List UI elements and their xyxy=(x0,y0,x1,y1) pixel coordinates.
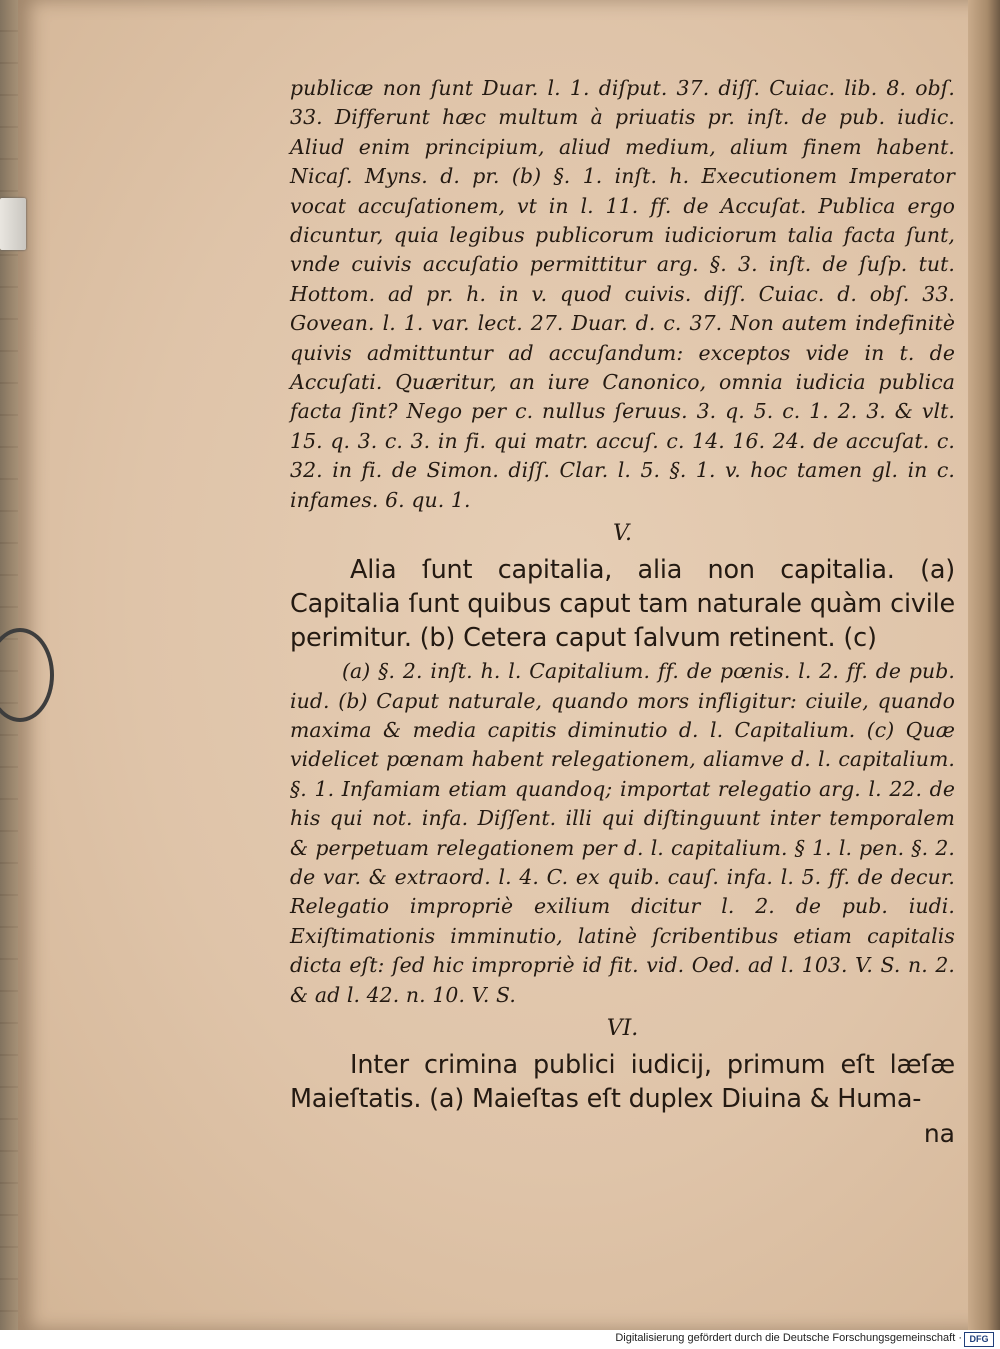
catchword: na xyxy=(923,1118,955,1148)
footer-bar xyxy=(0,1330,1000,1349)
section-heading-v: V. xyxy=(612,521,633,547)
page-text xyxy=(290,74,955,1150)
footnote-block-1: publicæ non ſunt Duar. l. 1. diſput. 37. diſſ. Cuiac. lib. 8. obſ. 33. Differunt hæc multum à priuatis pr. inſt. de pub. iudic. Aliud enim principium, aliud medium, alium finem habent. Nicaſ. Myns. d. pr. (b) §. 1. inſt. h. Executionem Imperator vocat accuſationem, vt in l. 11. ff. de Accuſat. Publica ergo dicuntur, quia legibus publicorum iudiciorum talia facta ſunt, vnde cuivis accuſatio permittitur arg. §. 3. inſt. de ſuſp. tut. Hottom. ad pr. h. in v. quod cuivis. diſſ. Cuiac. d. obſ. 33. Govean. l. 1. var. lect. 27. Duar. d. c. 37. Non autem indefinitè quivis admittuntur ad accuſandum: exceptos vide in t. de Accuſati. Quæritur, an iure Canonico, omnia iudicia publica facta ſint? Nego per c. nullus ſeruus. 3. q. 5. c. 1. 2. 3. & vlt. 15. q. 3. c. 3. in fi. qui matr. accuſ. c. 14. 16. 24. de accuſat. c. 32. in fi. de Simon. diſſ. Clar. l. 5. §. 1. v. hoc tamen gl. in c. infames. 6. qu. 1. xyxy=(290,76,955,512)
dfg-logo: DFG xyxy=(964,1332,994,1347)
paper-clip-icon xyxy=(0,198,26,250)
footnote-block-2: (a) §. 2. inſt. h. l. Capitalium. ff. de pœnis. l. 2. ff. de pub. iud. (b) Caput naturale, quando mors infligitur: ciuile, quando maxima & media capitis diminutio d. l. Capitalium. (c) Quæ videlicet pœnam habent relegationem, aliamve d. l. capitalium. §. 1. Infamiam etiam quandoq; importat relegatio arg. l. 22. de his qui not. infa. Diſſent. illi qui diſtinguunt inter temporalem & perpetuam relegationem per d. l. capitalium. § 1. l. pen. §. 2. de var. & extraord. l. 4. C. ex quib. cauſ. infa. l. 5. ff. de decur. Relegatio impropriè exilium dicitur l. 2. de pub. iudi. Exiſtimationis imminutio, latinè ſcribentibus etiam capitalis dicta eſt: ſed hic impropriè id fit. vid. Oed. ad l. 103. V. S. n. 2. & ad l. 42. n. 10. V. S. xyxy=(290,659,955,1007)
section-text-v: Alia ſunt capitalia, alia non capitalia. (a) Capitalia ſunt quibus caput tam naturale quàm civile perimitur. (b) Cetera caput ſalvum retinent. (c) xyxy=(290,555,955,654)
funding-notice: Digitalisierung gefördert durch die Deutsche Forschungsgemeinschaft · xyxy=(615,1332,962,1344)
section-heading-vi: VI. xyxy=(606,1015,639,1041)
page-edge xyxy=(968,0,1000,1330)
section-text-vi: Inter crimina publici iudicij, primum eſt læſæ Maieſtatis. (a) Maieſtas eſt duplex Diuina & Huma- xyxy=(290,1049,955,1114)
